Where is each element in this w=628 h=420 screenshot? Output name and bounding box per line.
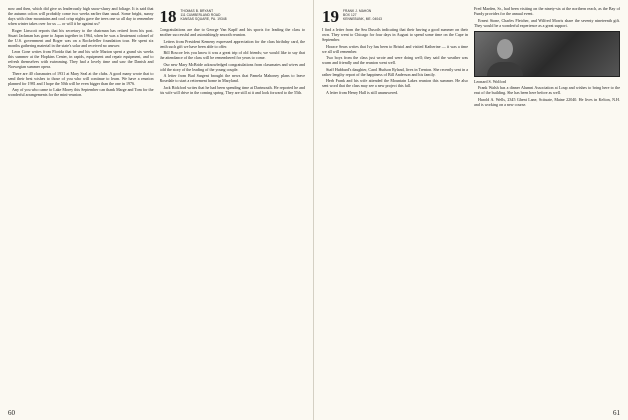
paragraph: Ernest Stone, Charles Fletcher, and Wilfred Morris share the seventy nineteenth gift. They would be a wonderful experience as a great support. xyxy=(474,17,620,28)
class-heading xyxy=(322,9,468,25)
contact-line: 111 CUMBERLAND ROAD xyxy=(180,13,221,17)
paragraph: A letter from Bud Sargent brought the news that Pamela Mahoney plans to leave Rosedale to start a retirement home in Maryland. xyxy=(159,73,305,84)
paragraph: There are 40 classmates of 1931 at Mary Seal at the clubs. A good many wrote that to send their best wishes to those of you who will continue to learn. We have a reunion planned for 1981 and I hope the 50th will be even bigger than the one in 1976. xyxy=(8,70,154,86)
paragraph: Herb Frank and his wife attended the Mountain Lakes reunion this summer. He also sent word that the class may see a new project this fall. xyxy=(322,78,468,89)
page-number: 61 xyxy=(613,409,620,417)
paragraph: Letters from President Kemeny expressed appreciation for the class birthday card, the tenth such gift we have been able to offer. xyxy=(159,38,305,49)
paragraph: Harold A. Wells, 2345 Ghent Lane, Scituate, Maine 22040. He lives in Kelton, N.H. and is working on a new course. xyxy=(474,96,620,107)
class-contact xyxy=(181,9,227,21)
photo-caption: Leonard S. Wolford xyxy=(474,78,507,84)
column-4 xyxy=(474,6,620,406)
paragraph: I find a letter from the Sea Dusoils indicating that their having a good summer on their own. They went to Chicago for four days in August to spend some time on the Cape in September. xyxy=(322,27,468,42)
column-2 xyxy=(160,6,306,406)
contact-line: BOX 127 xyxy=(343,13,357,17)
column-3 xyxy=(322,6,468,406)
page-number: 60 xyxy=(8,409,15,417)
paragraph: Jack Bickford writes that he had been spending time at Dartmouth. He reported he and his wife will drive in the coming spring. They are still at it and look forward to the 55th. xyxy=(159,84,305,95)
photo-face xyxy=(497,39,513,59)
paragraph: Leon Cone writes from Florida that he and his wife Marion spent a grand six weeks this summer at the Hopkins Center, in rapids, equipment and repair equipment, and to refresh themselves with swimming. They had a lovely time and saw the Danish and Norwegian summer opera. xyxy=(8,49,154,70)
paragraph: now and then, which did give us leaderously high snow-slurry and foliage. It is said that the autumn colors will probably come two weeks earlier than usual. Some bright, sunny days with clear mountains and cool crisp nights gave the trees one so all day to remember when winter takes over for us — or will it be against us? xyxy=(8,6,154,26)
paragraph: Two boys from the class just wrote and were doing well; they said the weather was warm and friendly and the reunion went well. xyxy=(322,55,468,66)
portrait-photo xyxy=(474,31,620,77)
paragraph: Staff Hubbard's daughter, Carol Hudson Ryland, lives in Trenton. She recently sent in a rather lengthy report of the happiness of Bill Anderson and his family. xyxy=(322,66,468,77)
paragraph: Bill Roscoe lets you know it was a great trip of old friends; we would like to say that the attendance of the class will be remembered for years to come. xyxy=(159,50,305,61)
contact-line: KANSAS SQUARE, PA. 19348 xyxy=(180,17,227,21)
contact-line: THOMAS B. BRYANT xyxy=(180,9,214,13)
paragraph: Any of you who came to Lake Morey this September can thank Marge and Tom for the wonderful arrangements for the mini-reunion. xyxy=(8,87,154,98)
paragraph: Frank Walsh has a dinner Alumni Association at Loup and wishes to bring here to the east of the building. She has been here before as well. xyxy=(474,85,620,96)
photo-shoulders xyxy=(487,62,523,76)
contact-line: FRANK J. MAHON xyxy=(343,9,372,13)
paragraph: Horace Sears writes that Ivy has been to Bristol and visited Katherine — it was a time we all will remember. xyxy=(322,43,468,54)
class-number: 19 xyxy=(322,7,339,26)
paragraph: Roger Linscott reports that his secretary to the chairman has retired from his post. Stuart Jackman has gone to Japan together in 1964, when he was a lieutenant colonel of the U.S. government and Roger was on a Rockefeller foundation tour. He spent six months gathering material in the state's solar and received no answer. xyxy=(8,27,154,48)
paragraph: Our new Mary McBride acknowledged congratulations from classmates and wives and told the story of the leading of the young couple. xyxy=(159,61,305,72)
column-1 xyxy=(8,6,154,406)
paragraph: A letter from Henry Hall is still unanswered. xyxy=(326,89,399,95)
paragraph: Congratulations are due to George Van Kapff and his sports for leading the class to another successful and astonishingly smooth reunion. xyxy=(159,27,305,37)
right-page xyxy=(314,0,628,420)
paragraph: Fred Marden, Sr., had been visiting on the ninety-six at the northern reach, as the Bay of Fundy provides for the annual event. xyxy=(474,6,620,16)
class-number: 18 xyxy=(159,7,177,26)
class-contact xyxy=(343,9,382,21)
class-heading xyxy=(160,9,306,25)
contact-line: KENNEBUNK, ME. 04043 xyxy=(343,17,383,21)
